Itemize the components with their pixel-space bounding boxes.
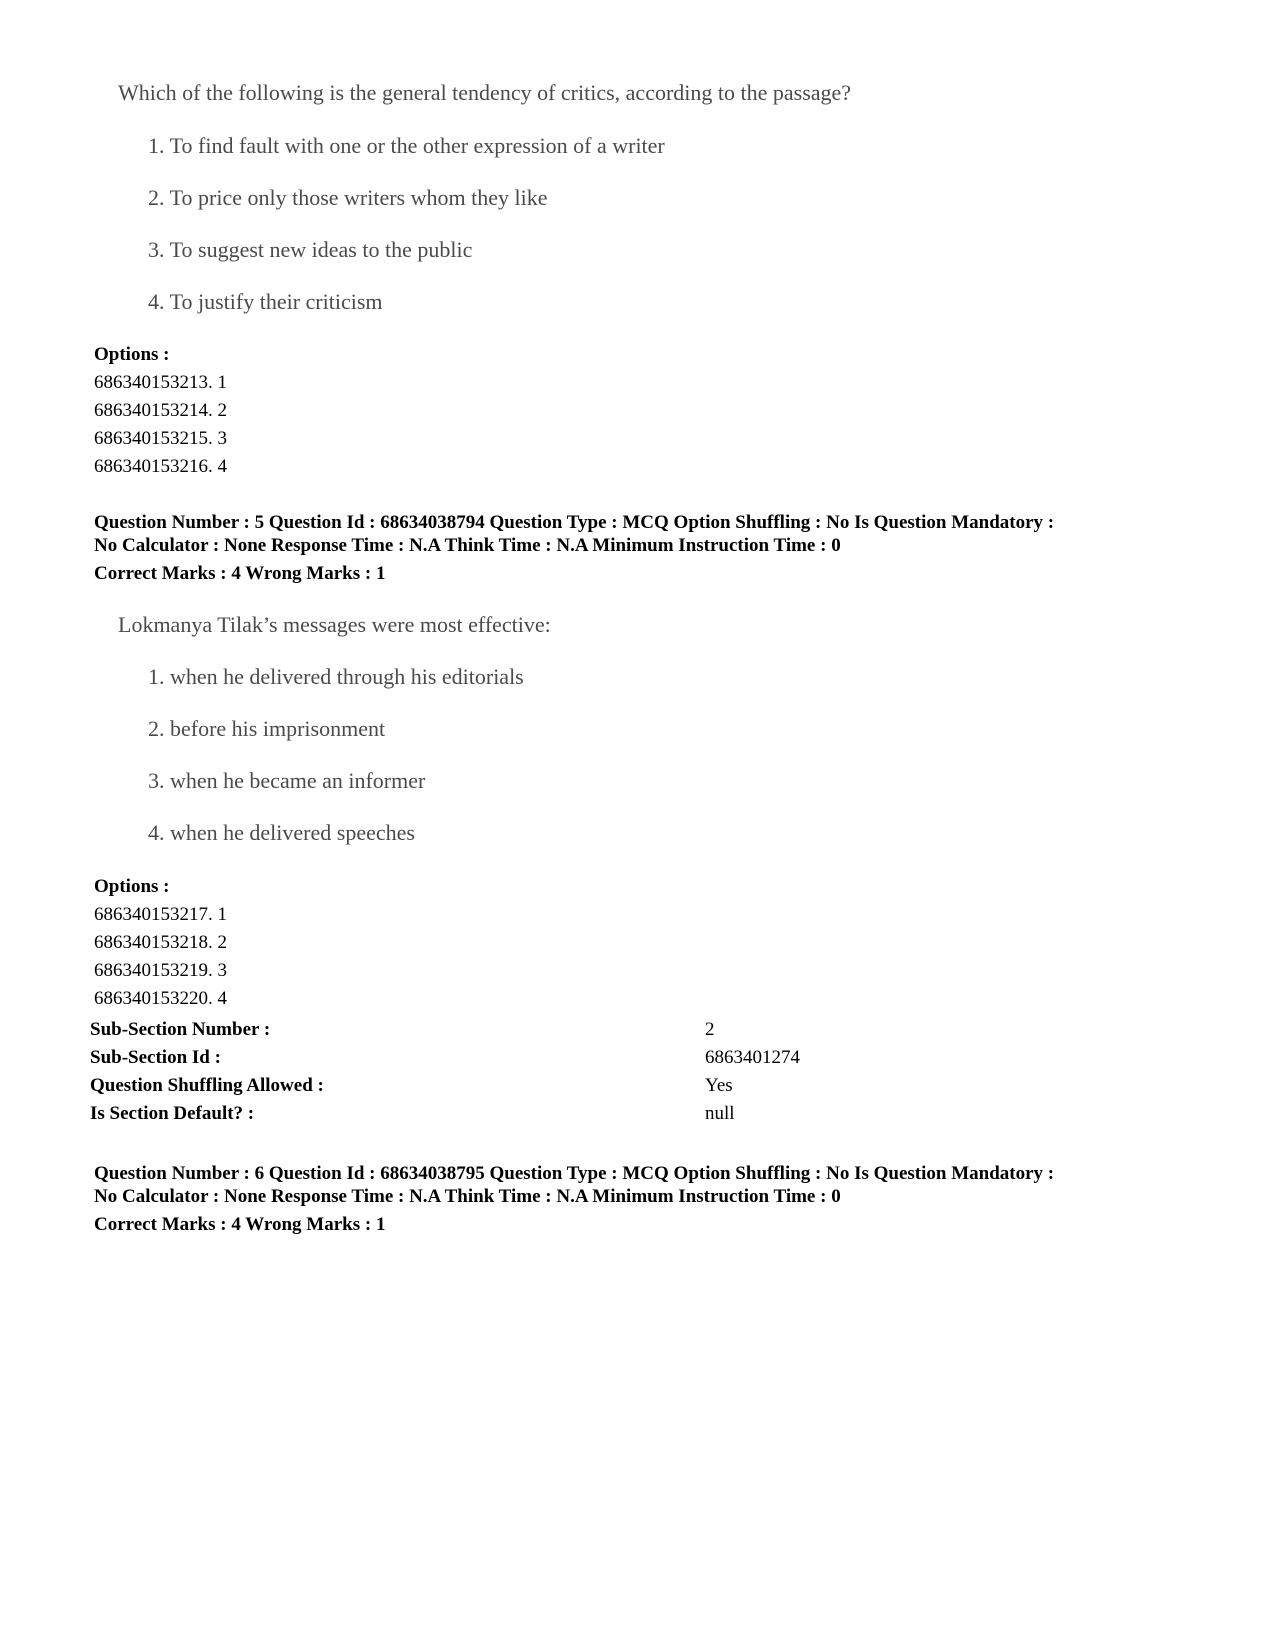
question-shuffling-label: Question Shuffling Allowed : xyxy=(90,1075,324,1096)
question-6-meta-line-1: Question Number : 6 Question Id : 68634038795 Question Type : MCQ Option Shuffling : No Is Question Mandatory : xyxy=(94,1163,1055,1184)
question-5-marks: Correct Marks : 4 Wrong Marks : 1 xyxy=(94,563,386,584)
section-default-value: null xyxy=(705,1103,735,1124)
question-4-option-2: 686340153214. 2 xyxy=(94,400,227,421)
subsection-number-label: Sub-Section Number : xyxy=(90,1019,271,1040)
question-5-option-1: 686340153217. 1 xyxy=(94,904,227,925)
question-4-choice-4: 4. To justify their criticism xyxy=(148,289,383,314)
question-4-options-label: Options : xyxy=(94,344,170,365)
question-4-choice-3: 3. To suggest new ideas to the public xyxy=(148,237,473,262)
question-4-choice-2: 2. To price only those writers whom they like xyxy=(148,185,548,210)
question-5-meta-line-1: Question Number : 5 Question Id : 68634038794 Question Type : MCQ Option Shuffling : No Is Question Mandatory : xyxy=(94,512,1055,533)
question-5-meta-line-2: No Calculator : None Response Time : N.A Think Time : N.A Minimum Instruction Time : 0 xyxy=(94,535,841,556)
question-5-choice-3: 3. when he became an informer xyxy=(148,768,426,793)
question-5-stem: Lokmanya Tilak’s messages were most effective: xyxy=(118,612,551,637)
question-4-stem: Which of the following is the general tendency of critics, according to the passage? xyxy=(118,80,852,105)
question-5-choice-4: 4. when he delivered speeches xyxy=(148,820,415,845)
subsection-number-value: 2 xyxy=(705,1019,715,1040)
question-5-choice-2: 2. before his imprisonment xyxy=(148,716,386,741)
subsection-id-label: Sub-Section Id : xyxy=(90,1047,221,1068)
question-5-choice-1: 1. when he delivered through his editorials xyxy=(148,664,524,689)
section-default-label: Is Section Default? : xyxy=(90,1103,255,1124)
question-6-marks: Correct Marks : 4 Wrong Marks : 1 xyxy=(94,1214,386,1235)
question-shuffling-value: Yes xyxy=(705,1075,733,1096)
question-5-option-3: 686340153219. 3 xyxy=(94,960,227,981)
subsection-id-value: 6863401274 xyxy=(705,1047,800,1068)
question-4-option-1: 686340153213. 1 xyxy=(94,372,227,393)
question-6-meta-line-2: No Calculator : None Response Time : N.A Think Time : N.A Minimum Instruction Time : 0 xyxy=(94,1186,841,1207)
question-4-option-3: 686340153215. 3 xyxy=(94,428,227,449)
question-5-option-2: 686340153218. 2 xyxy=(94,932,227,953)
question-5-options-label: Options : xyxy=(94,876,170,897)
question-4-option-4: 686340153216. 4 xyxy=(94,456,227,477)
question-4-choice-1: 1. To find fault with one or the other expression of a writer xyxy=(148,133,665,158)
question-5-option-4: 686340153220. 4 xyxy=(94,988,227,1009)
